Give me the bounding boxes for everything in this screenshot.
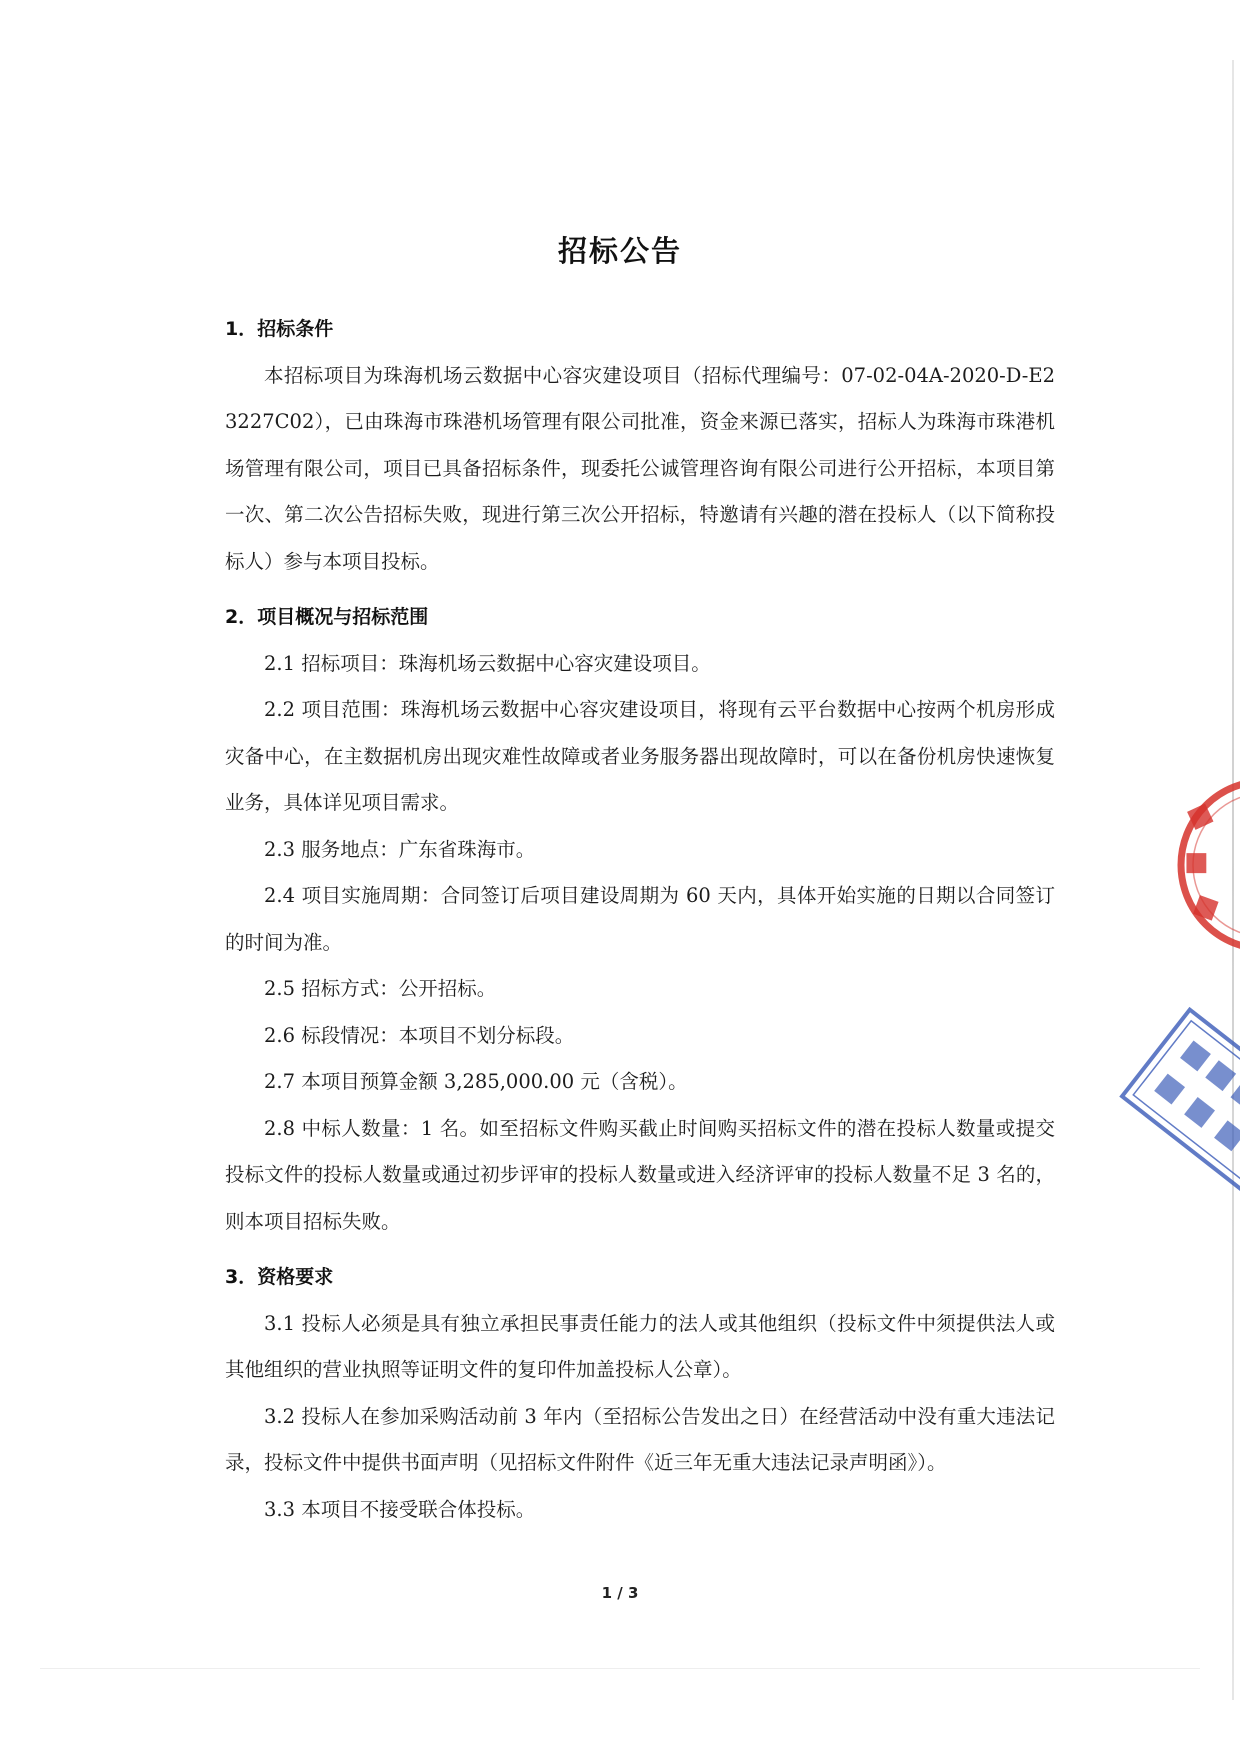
svg-text:■: ■ — [1182, 796, 1218, 835]
section-paragraph: 2.5 招标方式：公开招标。 — [264, 977, 497, 1000]
section-heading: 2．项目概况与招标范围 — [225, 606, 429, 628]
section-paragraph: 2.1 招标项目：珠海机场云数据中心容灾建设项目。 — [264, 651, 711, 675]
blue-stamp — [1108, 1000, 1240, 1200]
section-qualification — [225, 1254, 1055, 1533]
section-paragraph: 本招标项目为珠海机场云数据中心容灾建设项目（招标代理编号：07-02-04A-2020-D-E23227C02），已由珠海市珠港机场管理有限公司批准，资金来源已落实，招标人为珠海市珠港机场管理有限公司，项目已具备招标条件，现委托公诚管理咨询有限公司进行公开招标，本项目第一次、第二次公告招标失败，现进行第三次公开招标，特邀请有兴趣的潜在投标人（以下简称投标人）参与本项目投标。 — [225, 363, 1055, 573]
section-paragraph: 3.1 投标人必须是具有独立承担民事责任能力的法人或其他组织（投标文件中须提供法人或其他组织的营业执照等证明文件的复印件加盖投标人公章）。 — [225, 1311, 1055, 1381]
section-bidding-conditions — [225, 306, 1055, 585]
section-heading: 3．资格要求 — [225, 1266, 334, 1288]
document-body — [225, 306, 1055, 1533]
scan-bottom-line — [40, 1668, 1200, 1669]
section-paragraph: 3.2 投标人在参加采购活动前 3 年内（至招标公告发出之日）在经营活动中没有重大违法记录，投标文件中提供书面声明（见招标文件附件《近三年无重大违法记录声明函》）。 — [225, 1404, 1055, 1474]
document-title: 招标公告 — [557, 234, 682, 269]
svg-text:■: ■ — [1184, 847, 1209, 877]
section-paragraph: 2.2 项目范围：珠海机场云数据中心容灾建设项目，将现有云平台数据中心按两个机房形成灾备中心，在主数据机房出现灾难性故障或者业务服务器出现故障时，可以在备份机房快速恢复业务，具体详见项目需求。 — [225, 698, 1055, 814]
section-paragraph: 2.4 项目实施周期：合同签订后项目建设周期为 60 天内，具体开始实施的日期以合同签订的时间为准。 — [225, 884, 1055, 954]
page-number: 1 / 3 — [601, 1584, 639, 1602]
section-paragraph: 2.6 标段情况：本项目不划分标段。 — [264, 1023, 575, 1047]
red-seal-stamp — [1170, 770, 1240, 960]
section-paragraph: 2.3 服务地点：广东省珠海市。 — [264, 837, 536, 861]
svg-text:■: ■ — [1189, 888, 1223, 925]
section-heading: 1．招标条件 — [225, 318, 334, 340]
section-paragraph: 2.7 本项目预算金额 3,285,000.00 元（含税）。 — [264, 1070, 688, 1093]
section-paragraph: 3.3 本项目不接受联合体投标。 — [264, 1497, 536, 1521]
section-paragraph: 2.8 中标人数量：1 名。如至招标文件购买截止时间购买招标文件的潜在投标人数量或提交投标文件的投标人数量或通过初步评审的投标人数量或进入经济评审的投标人数量不足 3 名的，则本项目招标失败。 — [225, 1116, 1055, 1233]
section-project-overview — [225, 594, 1055, 1245]
